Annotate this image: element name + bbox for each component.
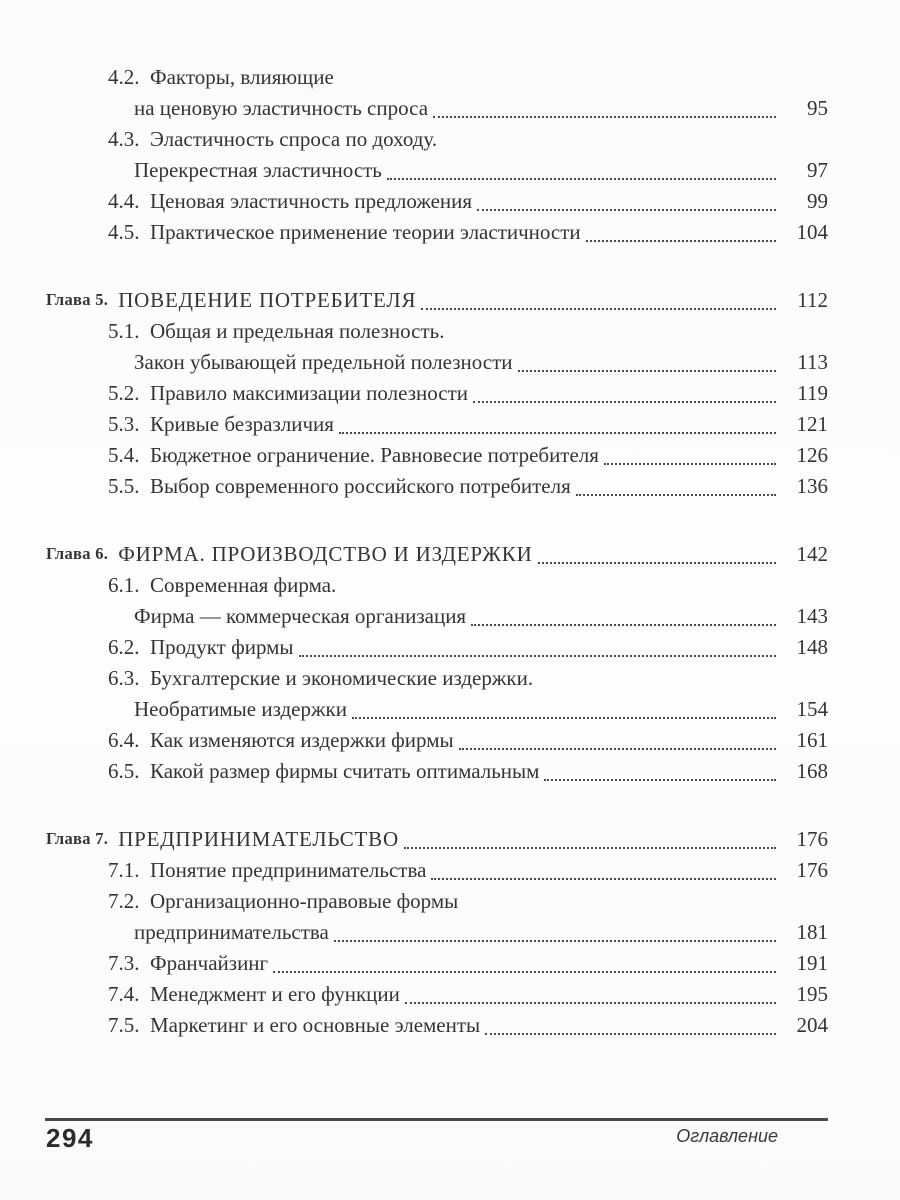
toc-page-number: 99 <box>807 189 828 213</box>
section-title: Как изменяются издержки фирмы <box>150 728 454 752</box>
footer-rule <box>45 1118 828 1121</box>
chapter-title: ПРЕДПРИНИМАТЕЛЬСТВО <box>118 827 399 851</box>
section-title: Маркетинг и его основные элементы <box>150 1013 481 1037</box>
section-title: Франчайзинг <box>150 951 269 975</box>
section-title: Фирма — коммерческая организация <box>134 604 467 628</box>
section-title: Понятие предпринимательства <box>150 858 427 882</box>
section-number: 6.5. <box>108 759 140 783</box>
section-number: 7.5. <box>108 1013 140 1037</box>
section-number: 5.5. <box>108 474 140 498</box>
toc-page-number: 142 <box>796 542 828 566</box>
toc-page-number: 195 <box>796 982 828 1006</box>
chapter-title: ФИРМА. ПРОИЗВОДСТВО И ИЗДЕРЖКИ <box>118 542 533 566</box>
toc-page-number: 191 <box>796 951 828 975</box>
section-number: 6.2. <box>108 635 140 659</box>
section-number: 5.1. <box>108 319 140 343</box>
section-title: на ценовую эластичность спроса <box>134 96 429 120</box>
toc-page-number: 176 <box>796 827 828 851</box>
section-title: Общая и предельная полезность. <box>150 319 445 343</box>
section-number: 4.5. <box>108 220 140 244</box>
section-title: Закон убывающей предельной полезности <box>134 350 513 374</box>
toc-page-number: 181 <box>796 920 828 944</box>
section-number: 5.3. <box>108 412 140 436</box>
section-title: Современная фирма. <box>150 573 337 597</box>
section-number: 6.4. <box>108 728 140 752</box>
section-title: Правило максимизации полезности <box>150 381 468 405</box>
toc-page-number: 161 <box>796 728 828 752</box>
section-title: Ценовая эластичность предложения <box>150 189 473 213</box>
page-number: 294 <box>46 1123 94 1153</box>
toc-page-number: 104 <box>796 220 828 244</box>
section-title: Факторы, влияющие <box>150 65 334 89</box>
section-title: Практическое применение теории эластичности <box>150 220 581 244</box>
section-number: 7.4. <box>108 982 140 1006</box>
toc-page-number: 176 <box>796 858 828 882</box>
section-number: 4.4. <box>108 189 140 213</box>
section-number: 7.1. <box>108 858 140 882</box>
section-title: Необратимые издержки <box>134 697 347 721</box>
toc-page-number: 148 <box>796 635 828 659</box>
toc-page-number: 136 <box>796 474 828 498</box>
chapter-label: Глава 7. <box>46 829 109 848</box>
section-number: 4.3. <box>108 127 140 151</box>
section-number: 7.3. <box>108 951 140 975</box>
section-title: Бухгалтерские и экономические издержки. <box>150 666 534 690</box>
running-title: Оглавление <box>676 1126 778 1146</box>
section-number: 6.3. <box>108 666 140 690</box>
section-number: 5.4. <box>108 443 140 467</box>
section-title: предпринимательства <box>134 920 329 944</box>
section-title: Эластичность спроса по доходу. <box>150 127 438 151</box>
chapter-label: Глава 6. <box>46 544 109 563</box>
toc-page-number: 95 <box>807 96 828 120</box>
chapter-label: Глава 5. <box>46 290 109 309</box>
section-title: Организационно-правовые формы <box>150 889 459 913</box>
toc-page-number: 119 <box>797 381 828 405</box>
section-number: 7.2. <box>108 889 140 913</box>
toc-page-number: 143 <box>796 604 828 628</box>
chapter-title: ПОВЕДЕНИЕ ПОТРЕБИТЕЛЯ <box>118 288 417 312</box>
toc-page-number: 168 <box>796 759 828 783</box>
toc-page-number: 154 <box>796 697 828 721</box>
toc-page-number: 121 <box>796 412 828 436</box>
section-title: Продукт фирмы <box>150 635 294 659</box>
section-title: Бюджетное ограничение. Равновесие потребителя <box>150 443 599 467</box>
toc-page-number: 113 <box>797 350 828 374</box>
toc-page-number: 204 <box>796 1013 828 1037</box>
section-title: Какой размер фирмы считать оптимальным <box>150 759 540 783</box>
toc-page-number: 112 <box>797 288 828 312</box>
section-number: 5.2. <box>108 381 140 405</box>
section-number: 4.2. <box>108 65 140 89</box>
toc-page-number: 97 <box>807 158 828 182</box>
section-title: Менеджмент и его функции <box>150 982 400 1006</box>
toc-page-number: 126 <box>796 443 828 467</box>
section-title: Перекрестная эластичность <box>134 158 382 182</box>
section-number: 6.1. <box>108 573 140 597</box>
section-title: Выбор современного российского потребителя <box>150 474 571 498</box>
section-title: Кривые безразличия <box>150 412 334 436</box>
